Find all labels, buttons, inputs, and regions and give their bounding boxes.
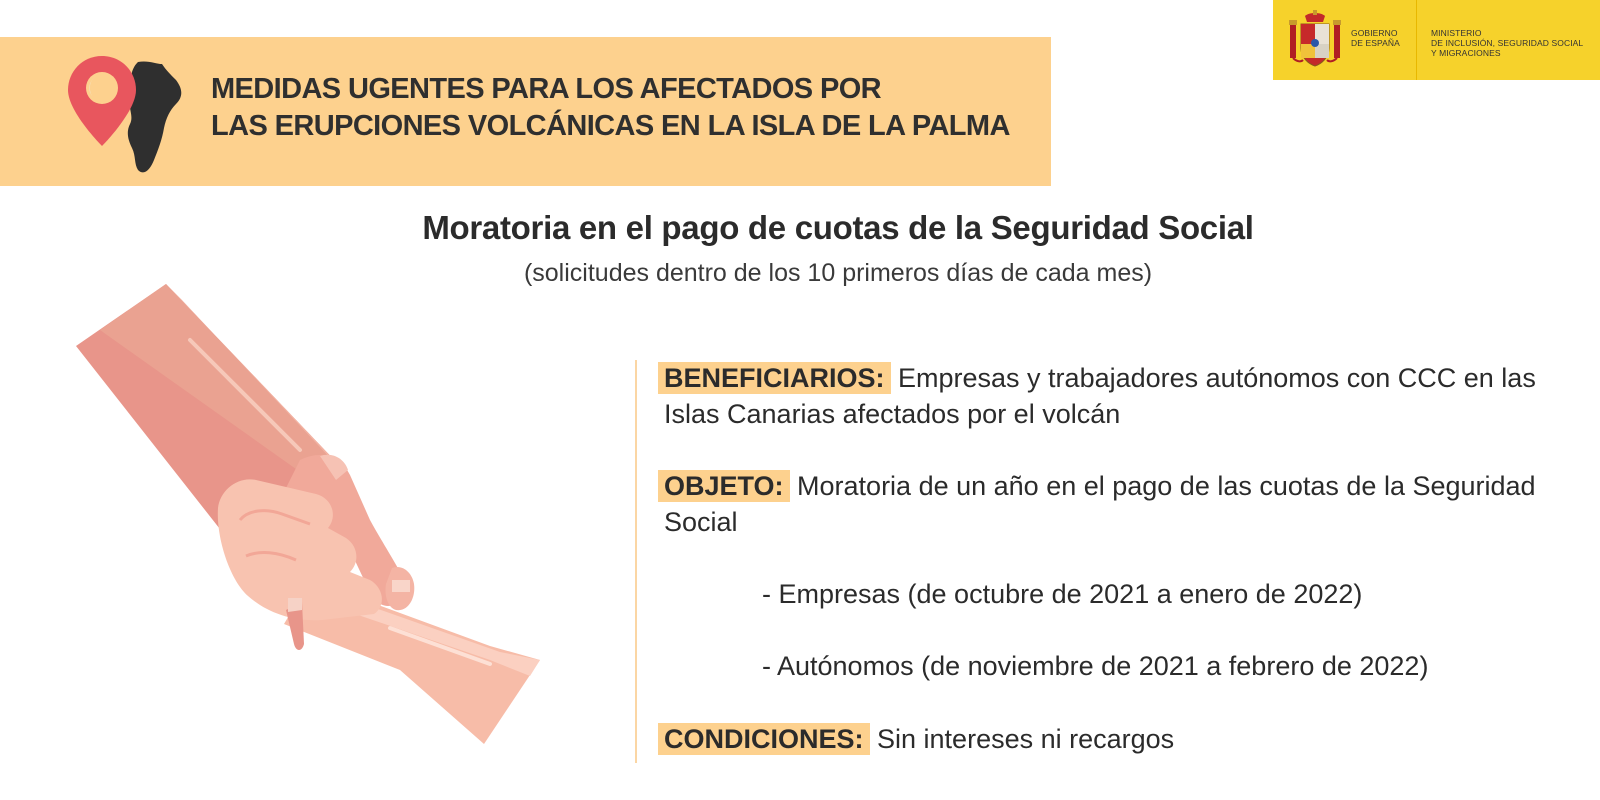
ministerio-line-3: Y MIGRACIONES bbox=[1431, 48, 1501, 58]
objeto-text: Moratoria de un año en el pago de las cuotas de la Seguridad Social bbox=[664, 471, 1536, 537]
condiciones-label: CONDICIONES: bbox=[658, 723, 870, 755]
objeto-paragraph bbox=[664, 468, 1564, 540]
government-logo bbox=[1273, 0, 1600, 80]
ministerio-line-2: DE INCLUSIÓN, SEGURIDAD SOCIAL bbox=[1431, 38, 1584, 48]
gobierno-line-2: DE ESPAÑA bbox=[1351, 38, 1400, 48]
bullet-autonomos: - Autónomos (de noviembre de 2021 a febrero de 2022) bbox=[762, 651, 1429, 681]
objeto-label: OBJETO: bbox=[658, 470, 790, 502]
top-banner bbox=[0, 37, 1051, 186]
logo-separator bbox=[1416, 0, 1417, 80]
bullet-empresas: - Empresas (de octubre de 2021 a enero de 2022) bbox=[762, 579, 1363, 609]
map-pin-island-icon bbox=[66, 52, 191, 177]
condiciones-text: Sin intereses ni recargos bbox=[869, 724, 1175, 754]
beneficiarios-paragraph bbox=[664, 360, 1564, 432]
gobierno-line-1: GOBIERNO bbox=[1351, 28, 1398, 38]
banner-title bbox=[211, 71, 1010, 145]
ministerio-line-1: MINISTERIO bbox=[1431, 28, 1482, 38]
beneficiarios-label: BENEFICIARIOS: bbox=[658, 362, 891, 394]
coat-of-arms-icon bbox=[1287, 10, 1343, 68]
beneficiarios-text: Empresas y trabajadores autónomos con CCC en las Islas Canarias afectados por el volcán bbox=[664, 363, 1536, 429]
gobierno-text bbox=[1351, 28, 1400, 48]
page-title: Moratoria en el pago de cuotas de la Seguridad Social bbox=[422, 209, 1254, 246]
banner-title-line-1: MEDIDAS UGENTES PARA LOS AFECTADOS POR bbox=[211, 73, 882, 105]
helping-hands-icon bbox=[70, 280, 560, 760]
condiciones-paragraph bbox=[664, 721, 1564, 757]
vertical-divider bbox=[635, 360, 637, 763]
page-subtitle: (solicitudes dentro de los 10 primeros días de cada mes) bbox=[523, 259, 1153, 287]
ministerio-text bbox=[1431, 28, 1583, 58]
banner-title-line-2: LAS ERUPCIONES VOLCÁNICAS EN LA ISLA DE LA PALMA bbox=[211, 110, 1010, 142]
